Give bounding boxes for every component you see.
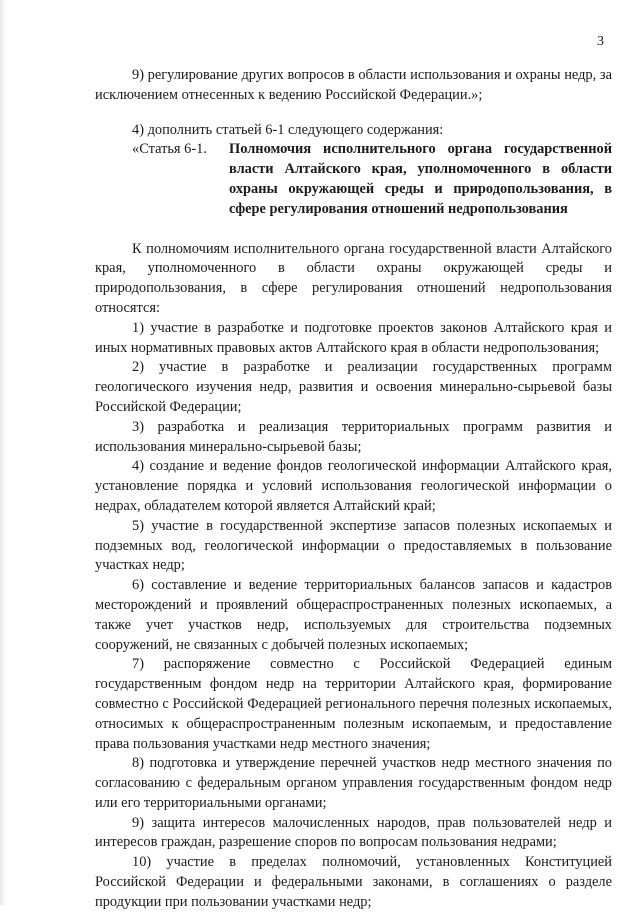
list-item-2: 2) участие в разработке и реализации государственных программ геологического изучения недр, развития и освоения минерально-сырьевой базы Российской Федерации; [95,359,612,415]
paragraph-amendment-4: 4) дополнить статьей 6-1 следующего содержания: [132,121,444,138]
list-item-3: 3) разработка и реализация территориальных программ развития и использования минерально-сырьевой базы; [95,418,612,455]
list-item-5: 5) участие в государственной экспертизе запасов полезных ископаемых и подземных вод, геологической информации о предоставляемых в пользование участках недр; [95,517,612,574]
list-item-1: 1) участие в разработке и подготовке проектов законов Алтайского края и иных нормативных правовых актов Алтайского края в области недропользования; [95,319,612,356]
list-item-9: 9) защита интересов малочисленных народов, прав пользователей недр и интересов граждан, разрешение споров по вопросам пользования недрами; [95,814,612,851]
paragraph-item-9-previous: 9) регулирование других вопросов в области использования и охраны недр, за исключением отнесенных к ведению Российской Федерации.»; [95,67,612,103]
scan-edge-shadow [0,0,6,905]
article-label: «Статья 6-1. [132,141,207,158]
article-heading [95,140,612,219]
list-item-4: 4) создание и ведение фондов геологической информации Алтайского края, установление порядка и условий использования геологической информации о недрах, обладателем которой является Алтайский край; [95,458,612,514]
list-item-7: 7) распоряжение совместно с Российской Федерацией единым государственным фондом недр на территории Алтайского края, формирование совместно с Российской Федерацией регионального перечня полезных ископаемых, относимых к общераспространенным полезным ископаемым, и предоставление права пользования участками недр местного значения; [95,656,612,752]
article-intro: К полномочиям исполнительного органа государственной власти Алтайского края, уполномоченного в области охраны окружающей среды и природопользования, в сфере регулирования отношений недропользования относятся: [95,240,612,316]
list-item-8: 8) подготовка и утверждение перечней участков недр местного значения по согласованию с федеральным органом управления государственным фондом недр или его территориальными органами; [95,755,612,811]
article-title: Полномочия исполнительного органа государственной власти Алтайского края, уполномоченного в области охраны окружающей среды и природопользования, в сфере регулирования отношений недропользования [229,141,612,217]
list-item-10: 10) участие в пределах полномочий, установленных Конституцией Российской Федерации и федеральными законами, в соглашениях о разделе продукции при пользовании участками недр; [95,854,612,910]
list-item-6: 6) составление и ведение территориальных балансов запасов и кадастров месторождений и проявлений общераспространенных полезных ископаемых, а также учет участков недр, используемых для строительства подземных сооружений, не связанных с добычей полезных ископаемых; [95,577,612,653]
page-number: 3 [597,34,604,49]
document-body [95,66,612,913]
